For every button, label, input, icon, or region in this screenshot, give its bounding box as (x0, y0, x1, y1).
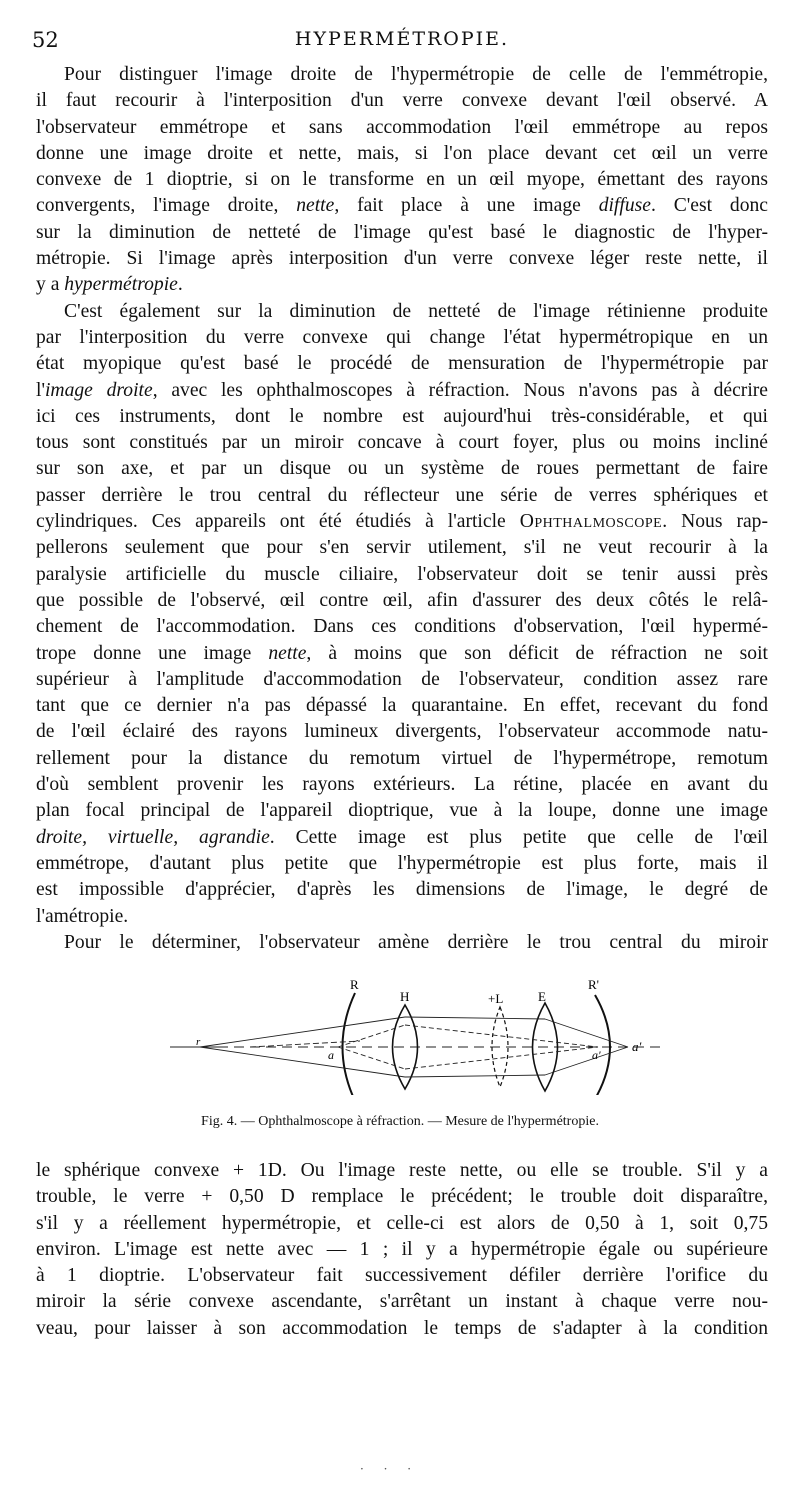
text-line (36, 562, 768, 588)
italic-span: image droite (44, 379, 153, 401)
text-line (36, 693, 768, 719)
label-L: +L (488, 991, 504, 1006)
text-line (36, 509, 768, 535)
text-span: . Cette image est plus petite que celle de l'œil (269, 826, 768, 848)
page-number: 52 (32, 28, 59, 52)
text-line (36, 904, 768, 930)
running-title: HYPERMÉTROPIE. (294, 28, 510, 50)
mirror-r-shape (343, 993, 356, 1095)
text-line (36, 246, 768, 272)
text-span: que possible de l'observé, œil contre œil, afin d'assurer des deux côtés le relâ- (36, 589, 768, 611)
mirror-r2-shape (595, 995, 610, 1095)
text-line (36, 430, 768, 456)
text-span: passer derrière le trou central du réflecteur une série de verres sphériques et (36, 484, 768, 506)
text-span: de l'œil éclairé des rayons lumineux divergents, l'observateur accommode natu- (36, 721, 768, 743)
text-line (36, 167, 768, 193)
text-line (36, 798, 768, 824)
text-span: paralysie artificielle du muscle ciliaire, l'observateur doit se tenir aussi près (36, 563, 768, 585)
text-span: y a (36, 274, 65, 296)
text-line (36, 325, 768, 351)
text-span: le sphérique convexe + 1D. Ou l'image reste nette, ou elle se trouble. S'il y a (36, 1160, 768, 1181)
text-line (36, 535, 768, 561)
italic-span: nette (268, 642, 307, 664)
text-span: est impossible d'apprécier, d'après les dimensions de l'image, le degré de (36, 879, 768, 901)
text-line (36, 1211, 768, 1237)
text-span: Pour distinguer l'image droite de l'hypermétropie de celle de l'emmétropie, (64, 64, 768, 85)
text-span: Pour le déterminer, l'observateur amène derrière le trou central du miroir (64, 931, 768, 953)
text-line (36, 141, 768, 167)
text-span: ici ces instruments, dont le nombre est aujourd'hui très-considérable, et qui (36, 405, 768, 427)
text-span: veau, pour laisser à son accommodation le temps de s'adapter à la condition (36, 1317, 768, 1339)
text-span: convexe de 1 dioptrie, si on le transforme en un œil myope, émettant des rayons (36, 169, 768, 191)
text-span: environ. L'image est nette avec — 1 ; il y a hypermétropie égale ou supérieure (36, 1238, 768, 1260)
text-span: l' (36, 379, 45, 401)
text-span: à 1 dioptrie. L'observateur fait successivement défiler derrière l'orifice du (36, 1265, 768, 1287)
text-span: tant que ce dernier n'a pas dépassé la quarantaine. En effet, recevant du fond (36, 695, 768, 717)
text-line (36, 825, 768, 851)
label-a-prime-inner: a' (592, 1048, 601, 1062)
text-line (36, 746, 768, 772)
text-span: , avec les ophthalmoscopes à réfraction. Nous n'avons pas à décrire (152, 379, 768, 401)
text-line (36, 930, 768, 956)
text-line (36, 1158, 768, 1184)
text-line (36, 641, 768, 667)
text-line (36, 404, 768, 430)
text-line (36, 772, 768, 798)
text-span: . C'est donc (650, 195, 769, 217)
italic-span: hypermétropie (64, 274, 178, 296)
text-line (36, 299, 768, 325)
text-span: miroir la série convexe ascendante, s'arrêtant un instant à chaque verre nou- (36, 1291, 768, 1313)
page-header (32, 28, 772, 58)
text-span: . Nous rap- (662, 511, 768, 533)
text-span: C'est également sur la diminution de netteté de l'image rétinienne produite (64, 300, 768, 322)
text-line (36, 62, 768, 88)
text-span: d'où semblent provenir les rayons extérieurs. La rétine, placée en avant du (36, 774, 768, 796)
text-line (36, 378, 768, 404)
text-span: métropie. Si l'image après interposition d'un verre convexe léger reste nette, il (36, 248, 768, 270)
text-span: tous sont constitués par un miroir concave à court foyer, plus ou moins incliné (36, 432, 768, 454)
text-span: convergents, l'image droite, (36, 195, 297, 217)
italic-span: droite, virtuelle, agrandie (36, 826, 270, 848)
text-line (36, 1263, 768, 1289)
text-span: par l'interposition du verre convexe qui change l'état hypermétropique en un (36, 326, 768, 348)
text-span: plan focal principal de l'appareil dioptrique, vue à la loupe, donne une image (36, 800, 768, 822)
text-span: , fait place à une image (334, 195, 599, 217)
text-line (36, 456, 768, 482)
label-E: E (538, 989, 546, 1004)
text-line (36, 588, 768, 614)
body-text-bottom (36, 1158, 768, 1342)
text-span: chement de l'accommodation. Dans ces conditions d'observation, l'œil hypermé- (36, 616, 768, 638)
text-line (36, 115, 768, 141)
text-span: supérieur à l'amplitude d'accommodation de l'observateur, condition assez rare (36, 668, 768, 690)
text-span: , à moins que son déficit de réfraction ne soit (306, 642, 768, 664)
optics-figure (160, 975, 660, 1095)
footer-marks: · · · (360, 1462, 420, 1476)
text-line (36, 1237, 768, 1263)
text-span: trouble, le verre + 0,50 D remplace le précédent; le trouble doit disparaître, (36, 1186, 768, 1208)
text-span: l'observateur emmétrope et sans accommodation l'œil emmétrope au repos (36, 116, 768, 138)
text-line (36, 220, 768, 246)
text-span: état myopique qu'est basé le procédé de mensuration de l'hypermétropie par (36, 353, 768, 375)
italic-span: diffuse (598, 195, 651, 217)
text-span: sur son axe, et par un disque ou un système de roues permettant de faire (36, 458, 768, 480)
text-span: pellerons seulement que pour s'en servir utilement, s'il ne veut recourir à la (36, 537, 768, 559)
text-span: cylindriques. Ces appareils ont été étudiés à l'article (36, 511, 520, 533)
text-line (36, 1184, 768, 1210)
text-span: trope donne une image (36, 642, 269, 664)
italic-span: nette (296, 195, 335, 217)
text-line (36, 1289, 768, 1315)
small-caps-span: Ophthalmoscope (519, 511, 663, 533)
text-span: donne une image droite et nette, mais, si l'on place devant cet œil un verre (36, 142, 768, 164)
text-line (36, 483, 768, 509)
label-R: R (350, 977, 359, 992)
text-line (36, 193, 768, 219)
text-line (36, 719, 768, 745)
body-text-top (36, 62, 768, 956)
label-a: a (328, 1048, 334, 1062)
label-H: H (400, 989, 410, 1004)
text-line (36, 877, 768, 903)
text-span: rellement pour la distance du remotum virtuel de l'hypermétrope, remotum (36, 747, 768, 769)
text-span: . (177, 274, 183, 296)
text-line (36, 1316, 768, 1342)
label-r: r (196, 1036, 201, 1048)
figure-caption: Fig. 4. — Ophthalmoscope à réfraction. — Mesure de l'hypermétropie. (201, 1114, 599, 1129)
text-span: s'il y a réellement hypermétropie, et celle-ci est alors de 0,50 à 1, soit 0,75 (36, 1212, 768, 1234)
label-a-prime: a' (632, 1039, 642, 1054)
label-R-prime: R' (588, 977, 600, 992)
text-line (36, 851, 768, 877)
text-span: emmétrope, d'autant plus petite que l'hypermétropie est plus forte, mais il (36, 852, 768, 874)
text-line (36, 351, 768, 377)
text-span: il faut recourir à l'interposition d'un verre convexe devant l'œil observé. A (36, 90, 768, 112)
text-line (36, 667, 768, 693)
text-line (36, 272, 768, 298)
text-span: l'amétropie. (36, 905, 129, 927)
text-line (36, 88, 768, 114)
text-line (36, 614, 768, 640)
text-span: sur la diminution de netteté de l'image qu'est basé le diagnostic de l'hyper- (36, 221, 768, 243)
